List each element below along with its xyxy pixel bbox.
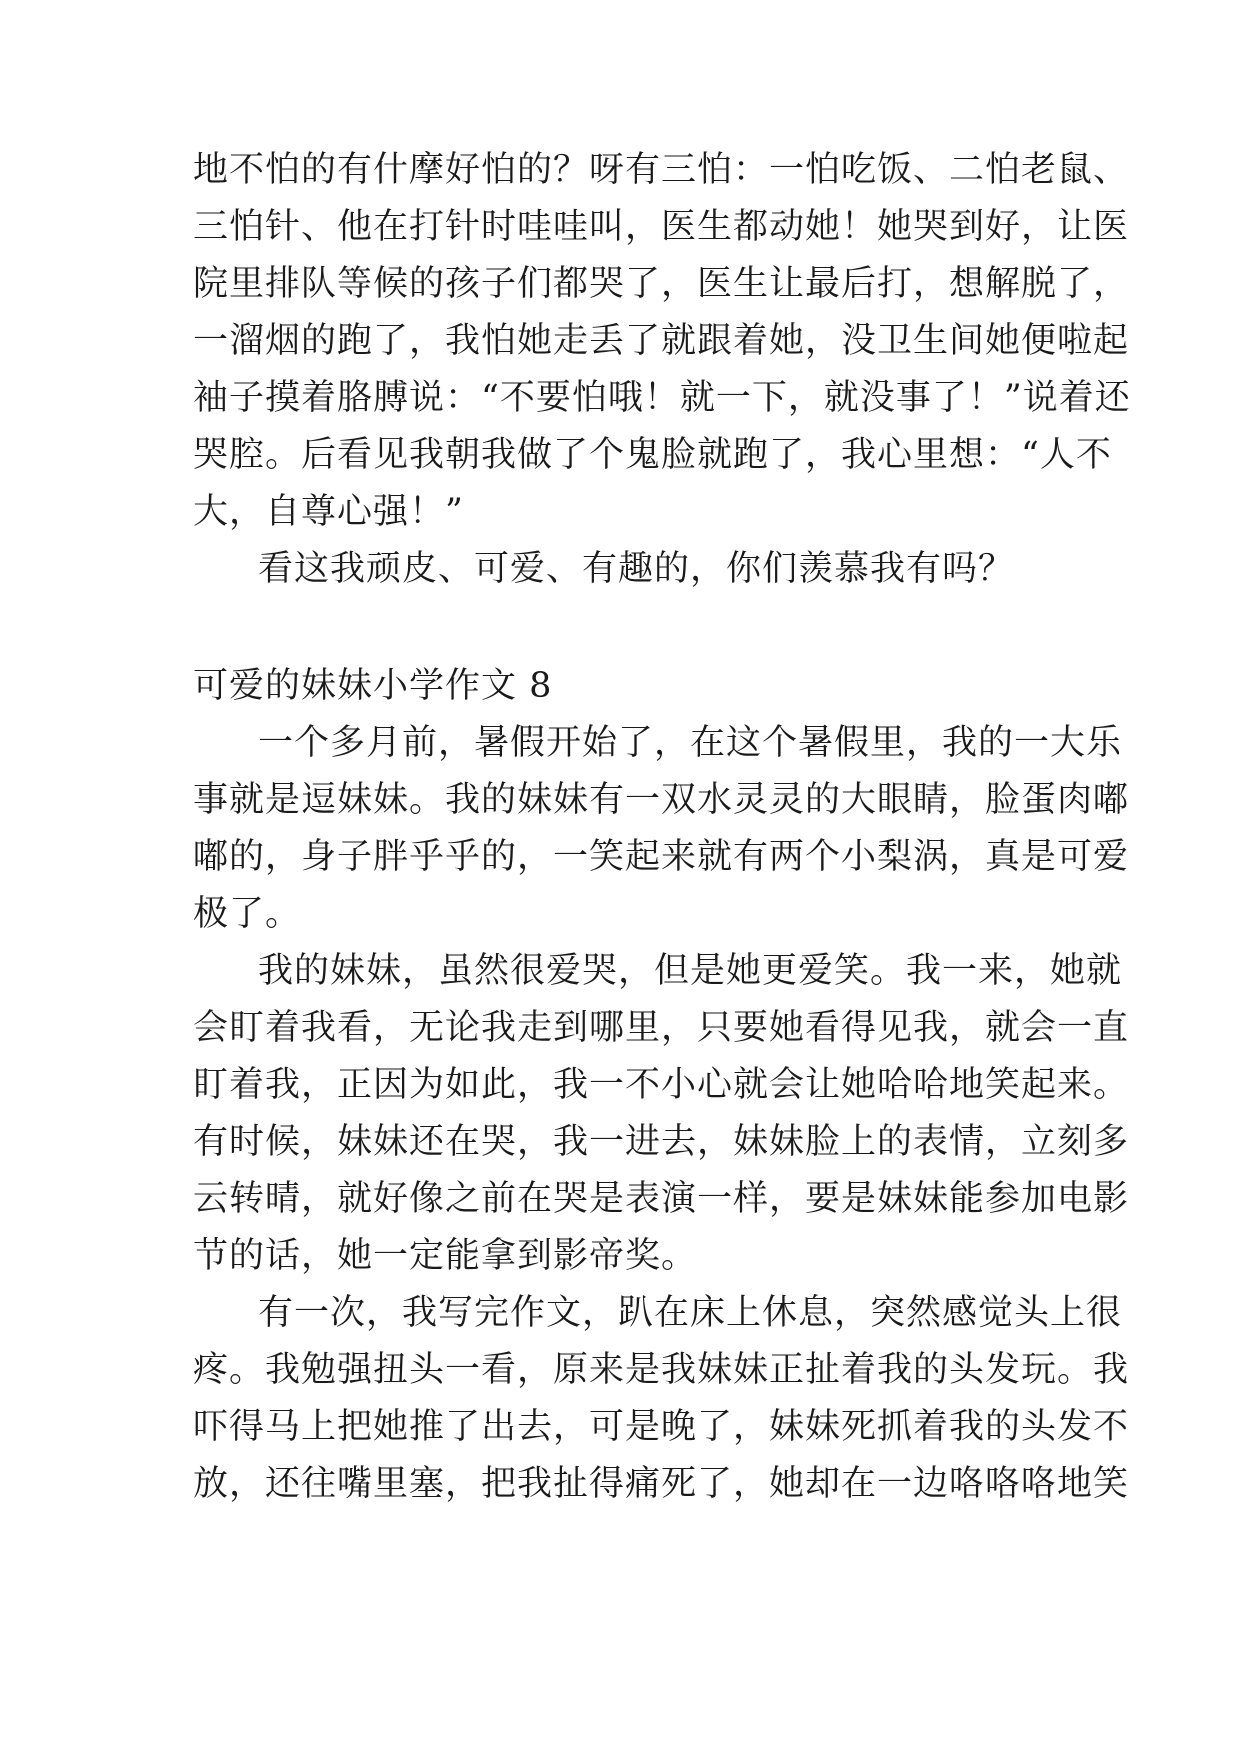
text-line: 一溜烟的跑了，我怕她走丢了就跟着她，没卫生间她便啦起 bbox=[193, 321, 1130, 361]
text-line: 袖子摸着胳膊说：“不要怕哦！就一下，就没事了！”说着还 bbox=[193, 378, 1131, 418]
text-line: 哭腔。后看见我朝我做了个鬼脸就跑了，我心里想：“人不 bbox=[193, 435, 1112, 475]
text-line: 一个多月前，暑假开始了，在这个暑假里，我的一大乐 bbox=[258, 723, 1123, 763]
text-line: 有时候，妹妹还在哭，我一进去，妹妹脸上的表情，立刻多 bbox=[193, 1122, 1130, 1162]
text-line: 大，自尊心强！” bbox=[193, 492, 464, 532]
text-line: 放，还往嘴里塞，把我扯得痛死了，她却在一边咯咯咯地笑 bbox=[193, 1464, 1130, 1504]
text-line: 云转晴，就好像之前在哭是表演一样，要是妹妹能参加电影 bbox=[193, 1179, 1130, 1219]
text-line: 嘟的，身子胖乎乎的，一笑起来就有两个小梨涡，真是可爱 bbox=[193, 837, 1130, 877]
text-line: 院里排队等候的孩子们都哭了，医生让最后打，想解脱了， bbox=[193, 264, 1130, 304]
text-line: 事就是逗妹妹。我的妹妹有一双水灵灵的大眼睛，脸蛋肉嘟 bbox=[193, 780, 1130, 820]
text-line: 地不怕的有什摩好怕的？呀有三怕：一怕吃饭、二怕老鼠、 bbox=[193, 150, 1130, 190]
essay-title: 可爱的妹妹小学作文 8 bbox=[193, 666, 553, 706]
text-line: 节的话，她一定能拿到影帝奖。 bbox=[193, 1236, 698, 1276]
text-line: 有一次，我写完作文，趴在床上休息，突然感觉头上很 bbox=[258, 1293, 1123, 1333]
text-line: 三怕针、他在打针时哇哇叫，医生都动她！她哭到好，让医 bbox=[193, 207, 1130, 247]
text-line: 盯着我，正因为如此，我一不小心就会让她哈哈地笑起来。 bbox=[193, 1065, 1130, 1105]
text-line: 极了。 bbox=[193, 894, 302, 934]
text-line: 我的妹妹，虽然很爱哭，但是她更爱笑。我一来，她就 bbox=[258, 951, 1123, 991]
closing-line: 看这我顽皮、可爱、有趣的，你们羡慕我有吗？ bbox=[258, 549, 1015, 589]
text-line: 疼。我勉强扭头一看，原来是我妹妹正扯着我的头发玩。我 bbox=[193, 1350, 1130, 1390]
text-line: 吓得马上把她推了出去，可是晚了，妹妹死抓着我的头发不 bbox=[193, 1407, 1130, 1447]
text-line: 会盯着我看，无论我走到哪里，只要她看得见我，就会一直 bbox=[193, 1008, 1130, 1048]
